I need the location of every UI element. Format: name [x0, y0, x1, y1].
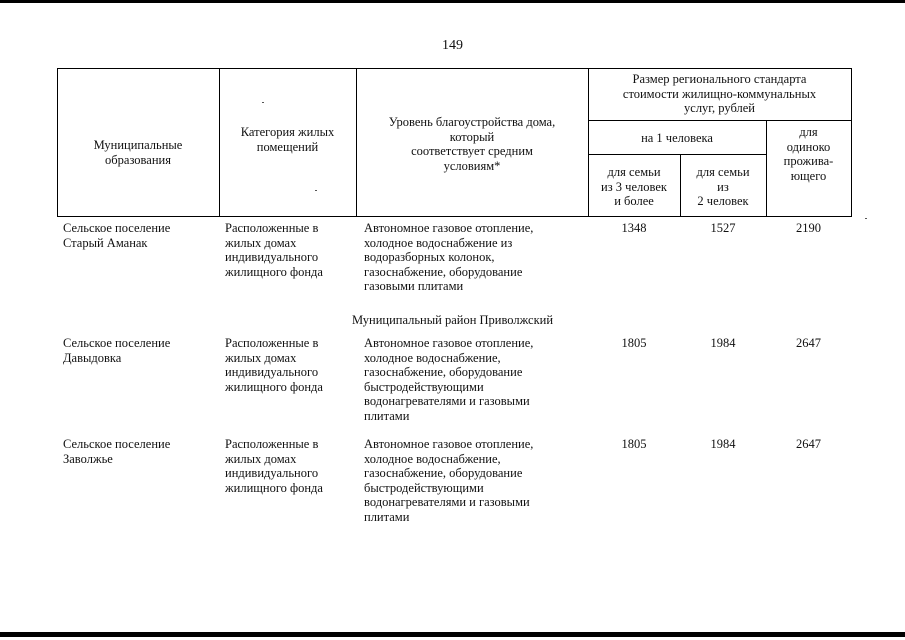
- row-divider: [588, 154, 766, 155]
- header-family2: для семьи из 2 человек: [696, 165, 750, 208]
- value-family2: 1984: [710, 437, 736, 451]
- value-single: 2647: [796, 336, 821, 350]
- scan-speck: [262, 102, 264, 103]
- row-category: Расположенные в жилых домах индивидуального жилищного фонда: [225, 336, 323, 394]
- row-divider: [588, 120, 851, 121]
- header-municipality: Муниципальные образования: [93, 138, 183, 167]
- scan-speck: [315, 190, 317, 191]
- header-category: Категория жилых помещений: [240, 125, 335, 154]
- header-single: для одиноко прожива- ющего: [783, 125, 834, 183]
- row-level: Автономное газовое отопление, холодное водоснабжение из водоразборных колонок, газоснабжение, оборудование газовыми плитами: [364, 221, 534, 293]
- row-category: Расположенные в жилых домах индивидуального жилищного фонда: [225, 437, 323, 495]
- header-level: Уровень благоустройства дома, который соответствует средним условиям*: [388, 115, 556, 173]
- row-level: Автономное газовое отопление, холодное водоснабжение, газоснабжение, оборудование быстродействующими водонагревателями и газовыми плитами: [364, 437, 534, 524]
- page-number: 149: [442, 38, 463, 53]
- table-row: Сельское поселение Старый Аманак: [63, 221, 171, 250]
- district-title: Муниципальный район Приволжский: [351, 313, 554, 327]
- table-row: Сельское поселение Заволжье: [63, 437, 171, 466]
- row-level: Автономное газовое отопление, холодное водоснабжение, газоснабжение, оборудование быстродействующими водонагревателями и газовыми плитами: [364, 336, 534, 423]
- value-family2: 1527: [710, 221, 736, 235]
- top-border: [0, 0, 905, 3]
- table-row: Сельское поселение Давыдовка: [63, 336, 171, 365]
- value-family3: 1805: [621, 336, 647, 350]
- value-family3: 1348: [621, 221, 647, 235]
- value-single: 2647: [796, 437, 821, 451]
- bottom-border: [0, 632, 905, 637]
- row-category: Расположенные в жилых домах индивидуального жилищного фонда: [225, 221, 323, 279]
- scan-speck: [865, 218, 867, 219]
- value-single: 2190: [796, 221, 821, 235]
- value-family2: 1984: [710, 336, 736, 350]
- value-family3: 1805: [621, 437, 647, 451]
- header-family3: для семьи из 3 человек и более: [601, 165, 667, 208]
- header-standard: Размер регионального стандарта стоимости жилищно-коммунальных услуг, рублей: [622, 72, 817, 115]
- header-per-person: на 1 человека: [641, 131, 713, 145]
